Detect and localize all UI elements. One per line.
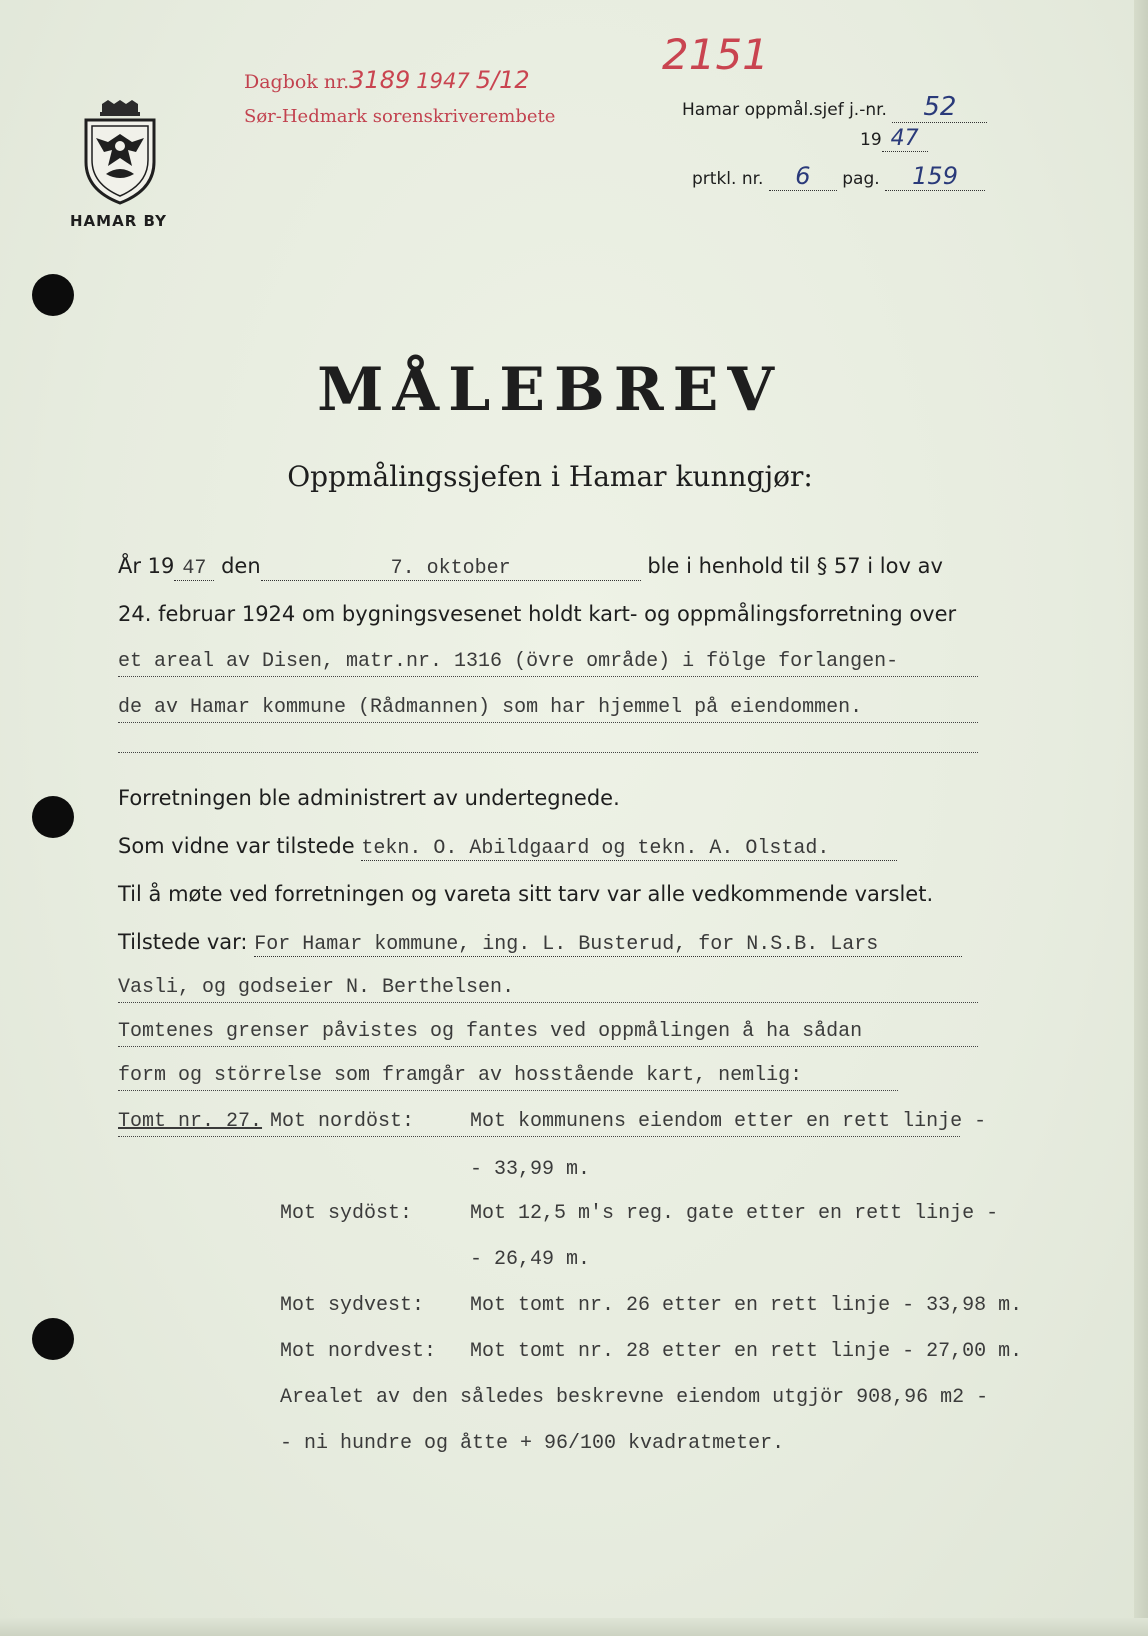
lot-number: Tomt nr. 27. (118, 1110, 263, 1133)
stamp-year: 1947 (416, 69, 470, 93)
journal-number: 52 (892, 92, 987, 123)
present-label: Tilstede var: (118, 930, 248, 954)
date-line (118, 554, 943, 581)
witness-line (118, 834, 897, 861)
notice-line: Til å møte ved forretningen og vareta sitt tarv var alle vedkommende varslet. (118, 882, 934, 906)
paper-edge-right (1134, 0, 1148, 1636)
present-fill: For Hamar kommune, ing. L. Busterud, for N.S.B. Lars (254, 933, 962, 957)
year-prefix: 19 (860, 130, 882, 150)
boundary-direction: Mot sydvest: (280, 1294, 425, 1317)
protocol-label: prtkl. nr. (692, 169, 764, 189)
stamp-number: 3189 (349, 66, 411, 94)
page-label: pag. (842, 169, 880, 189)
punch-hole (32, 1318, 74, 1360)
present-line (118, 930, 962, 957)
fill-rule (118, 1046, 978, 1047)
page-number: 159 (885, 162, 985, 191)
city-name: HAMAR BY (70, 212, 167, 230)
boundary-description: Mot tomt nr. 26 etter en rett linje - 33,98 m. (470, 1294, 1023, 1317)
boundary-description: Mot kommunens eiendom etter en rett linje - (470, 1110, 987, 1133)
boundary-length: - 26,49 m. (470, 1248, 591, 1271)
stamp-label: Dagbok nr. (244, 71, 350, 93)
law-line: 24. februar 1924 om bygningsvesenet holdt kart- og oppmålingsforretning over (118, 602, 957, 626)
year-lead: År 19 (118, 554, 175, 578)
witness-label: Som vidne var tilstede (118, 834, 355, 858)
fill-rule (118, 1090, 898, 1091)
diary-stamp-line2: Sør-Hedmark sorenskriverembete (244, 106, 556, 127)
boundary-direction: Mot sydöst: (280, 1202, 413, 1225)
punch-hole (32, 796, 74, 838)
boundary-description: Mot 12,5 m's reg. gate etter en rett linje - (470, 1202, 999, 1225)
year-fill: 47 (174, 557, 214, 581)
diary-stamp-line1 (244, 66, 530, 94)
archive-number: 2151 (662, 30, 769, 79)
date-lead: den (221, 554, 261, 578)
office-label: Hamar oppmål.sjef j.-nr. (682, 100, 887, 120)
protocol-line (692, 162, 985, 191)
boundary-length: - 33,99 m. (470, 1158, 591, 1181)
present-continuation: Vasli, og godseier N. Berthelsen. (118, 976, 515, 999)
boundary-description: Mot tomt nr. 28 etter en rett linje - 27,00 m. (470, 1340, 1023, 1363)
journal-line (682, 92, 987, 123)
stamp-date: 5/12 (475, 66, 530, 94)
fill-rule (118, 722, 978, 723)
year-line (860, 126, 928, 152)
protocol-number: 6 (769, 162, 837, 191)
boundary-direction: Mot nordöst: (270, 1110, 415, 1133)
punch-hole (32, 274, 74, 316)
area-total: Arealet av den således beskrevne eiendom utgjör 908,96 m2 - (280, 1386, 989, 1409)
paper-edge-bottom (0, 1618, 1148, 1636)
fill-rule (118, 1002, 978, 1003)
area-in-words: - ni hundre og åtte + 96/100 kvadratmeter. (280, 1432, 785, 1455)
administration-line: Forretningen ble administrert av undertegnede. (118, 786, 620, 810)
date-fill: 7. oktober (261, 557, 641, 581)
witness-fill: tekn. O. Abildgaard og tekn. A. Olstad. (361, 837, 897, 861)
document-subtitle: Oppmålingssjefen i Hamar kunngjør: (287, 460, 813, 493)
boundary-direction: Mot nordvest: (280, 1340, 437, 1363)
boundary-intro-1: Tomtenes grenser påvistes og fantes ved oppmålingen å ha sådan (118, 1020, 863, 1043)
area-description-1: et areal av Disen, matr.nr. 1316 (övre område) i fölge forlangen- (118, 650, 899, 673)
law-reference: ble i henhold til § 57 i lov av (647, 554, 943, 578)
boundary-intro-2: form og störrelse som framgår av hosstående kart, nemlig: (118, 1064, 803, 1087)
area-description-2: de av Hamar kommune (Rådmannen) som har hjemmel på eiendommen. (118, 696, 863, 719)
fill-rule (118, 1136, 960, 1137)
fill-rule (118, 752, 978, 753)
fill-rule (118, 676, 978, 677)
city-crest-icon (80, 100, 160, 205)
document-title: MÅLEBREV (317, 355, 783, 425)
year-suffix: 47 (882, 126, 928, 152)
